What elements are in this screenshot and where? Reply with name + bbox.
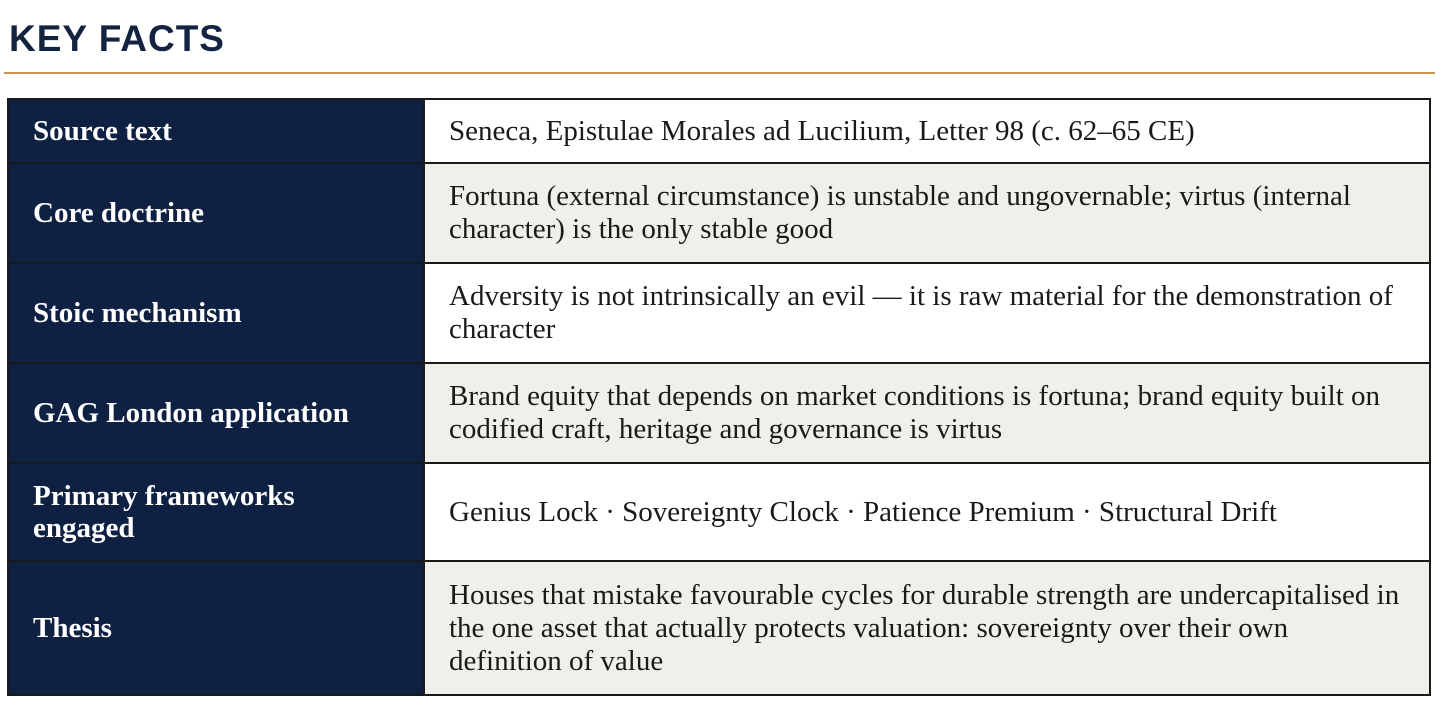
row-value: Seneca, Epistulae Morales ad Lucilium, Letter 98 (c. 62–65 CE) [424, 99, 1430, 163]
page-title: KEY FACTS [9, 18, 225, 59]
table-row [8, 561, 1430, 695]
row-label: Source text [8, 99, 424, 163]
key-facts-table [7, 98, 1431, 696]
table-row [8, 363, 1430, 463]
row-label: Core doctrine [8, 163, 424, 263]
row-label: GAG London application [8, 363, 424, 463]
row-value: Houses that mistake favourable cycles for durable strength are undercapitalised in the one asset that actually protects valuation: sovereignty over their own definition of value [424, 561, 1430, 695]
row-value: Genius Lock · Sovereignty Clock · Patience Premium · Structural Drift [424, 463, 1430, 561]
table-row [8, 99, 1430, 163]
row-label: Thesis [8, 561, 424, 695]
title-divider [4, 72, 1435, 74]
row-value: Adversity is not intrinsically an evil — it is raw material for the demonstration of character [424, 263, 1430, 363]
row-label: Stoic mechanism [8, 263, 424, 363]
table-row [8, 463, 1430, 561]
row-value: Fortuna (external circumstance) is unstable and ungovernable; virtus (internal character) is the only stable good [424, 163, 1430, 263]
table-row [8, 163, 1430, 263]
row-value: Brand equity that depends on market conditions is fortuna; brand equity built on codified craft, heritage and governance is virtus [424, 363, 1430, 463]
row-label: Primary frameworks engaged [8, 463, 424, 561]
table-row [8, 263, 1430, 363]
